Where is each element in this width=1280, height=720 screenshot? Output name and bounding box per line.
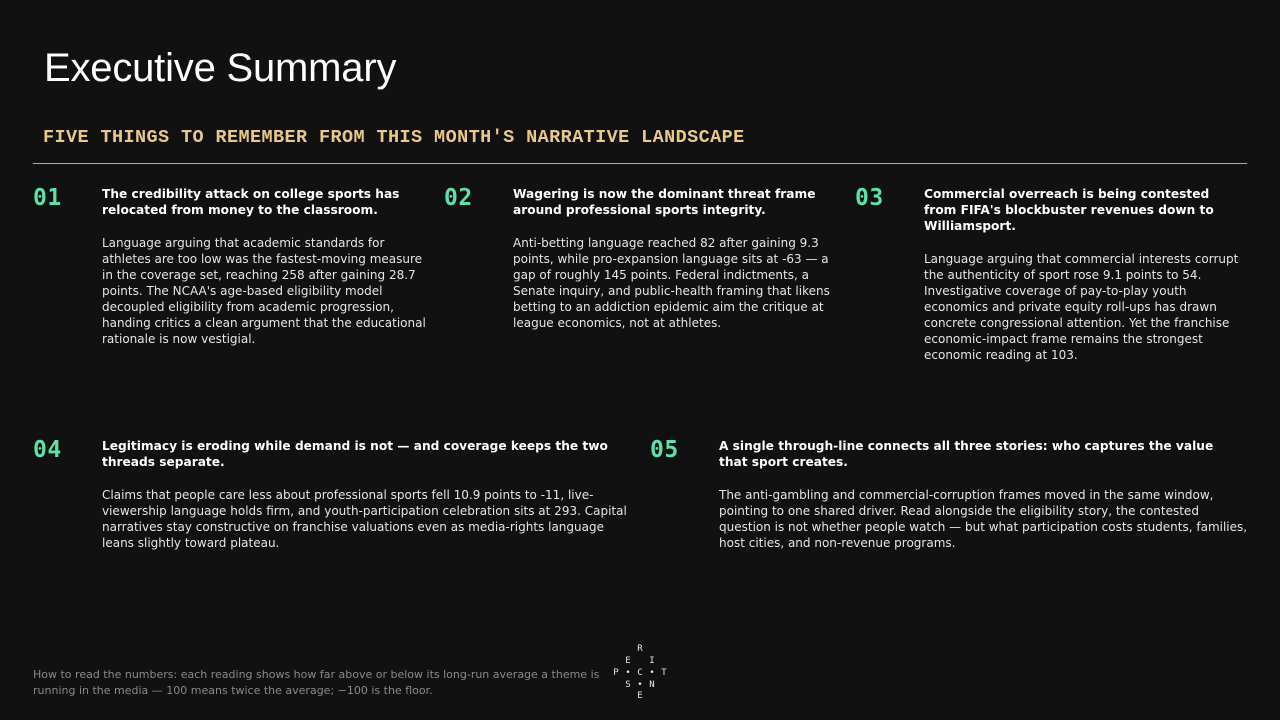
logo-glyph: E [637,691,643,701]
item-heading: A single through-line connects all three stories: who captures the value that sport creates. [719,439,1214,469]
item-body: Language arguing that academic standards for athletes are too low was the fastest-moving measure in the coverage set, reaching 258 after gaining 28.7 points. The NCAA's age-based eligibility model decoupled eligibility from academic progression, handing critics a clean argument that the educational rationale is now vestigial. [102,236,426,346]
item-body: The anti-gambling and commercial-corruption frames moved in the same window, pointing to one shared driver. Read alongside the eligibility story, the contested question is not whether people watch — but what participation costs students, families, host cities, and non-revenue programs. [719,488,1248,550]
item-heading: Legitimacy is eroding while demand is not — and coverage keeps the two threads separate. [102,439,608,469]
item-number: 03 [855,185,884,211]
brand-logo [614,644,666,700]
summary-item-01 [33,185,428,365]
summary-item-02 [444,185,839,365]
logo-glyph: C [637,668,643,678]
reading-guide-footnote: How to read the numbers: each reading shows how far above or below its long-run average a theme is running in the media — 100 means twice the average; −100 is the floor. [33,668,600,697]
item-number: 04 [33,437,62,463]
summary-item-05 [650,437,1250,567]
item-number: 05 [650,437,679,463]
logo-glyph: N [649,680,655,690]
summary-item-03 [855,185,1250,375]
header-divider [33,163,1247,164]
page-title: Executive Summary [44,46,397,90]
item-body: Language arguing that commercial interests corrupt the authenticity of sport rose 9.1 points to 54. Investigative coverage of pay-to-play youth economics and private equity roll-ups has drawn concrete congressional attention. Yet the franchise economic-impact frame remains the strongest economic reading at 103. [924,252,1239,362]
item-heading: Commercial overreach is being contested from FIFA's blockbuster revenues down to Williamsport. [924,187,1214,233]
logo-glyph: T [661,668,667,678]
item-heading: The credibility attack on college sports has relocated from money to the classroom. [102,187,400,217]
item-heading: Wagering is now the dominant threat frame around professional sports integrity. [513,187,816,217]
summary-item-04 [33,437,643,567]
logo-glyph: E [625,656,631,666]
item-number: 01 [33,185,62,211]
item-number: 02 [444,185,473,211]
page-subtitle: FIVE THINGS TO REMEMBER FROM THIS MONTH'S NARRATIVE LANDSCAPE [43,127,745,148]
item-body: Anti-betting language reached 82 after gaining 9.3 points, while pro-expansion language sits at -63 — a gap of roughly 145 points. Federal indictments, a Senate inquiry, and public-health framing that likens betting to an addiction epidemic aim the critique at league economics, not at athletes. [513,236,830,330]
logo-glyph: • [625,668,631,678]
logo-glyph: P [613,668,619,678]
logo-glyph: • [649,668,655,678]
logo-glyph: • [637,680,643,690]
logo-glyph: S [625,680,631,690]
logo-glyph: R [637,644,643,654]
logo-glyph: I [649,656,655,666]
item-body: Claims that people care less about professional sports fell 10.9 points to -11, live-viewership language holds firm, and youth-participation celebration sits at 293. Capital narratives stay constructive on franchise valuations even as media-rights language leans slightly toward plateau. [102,488,627,550]
